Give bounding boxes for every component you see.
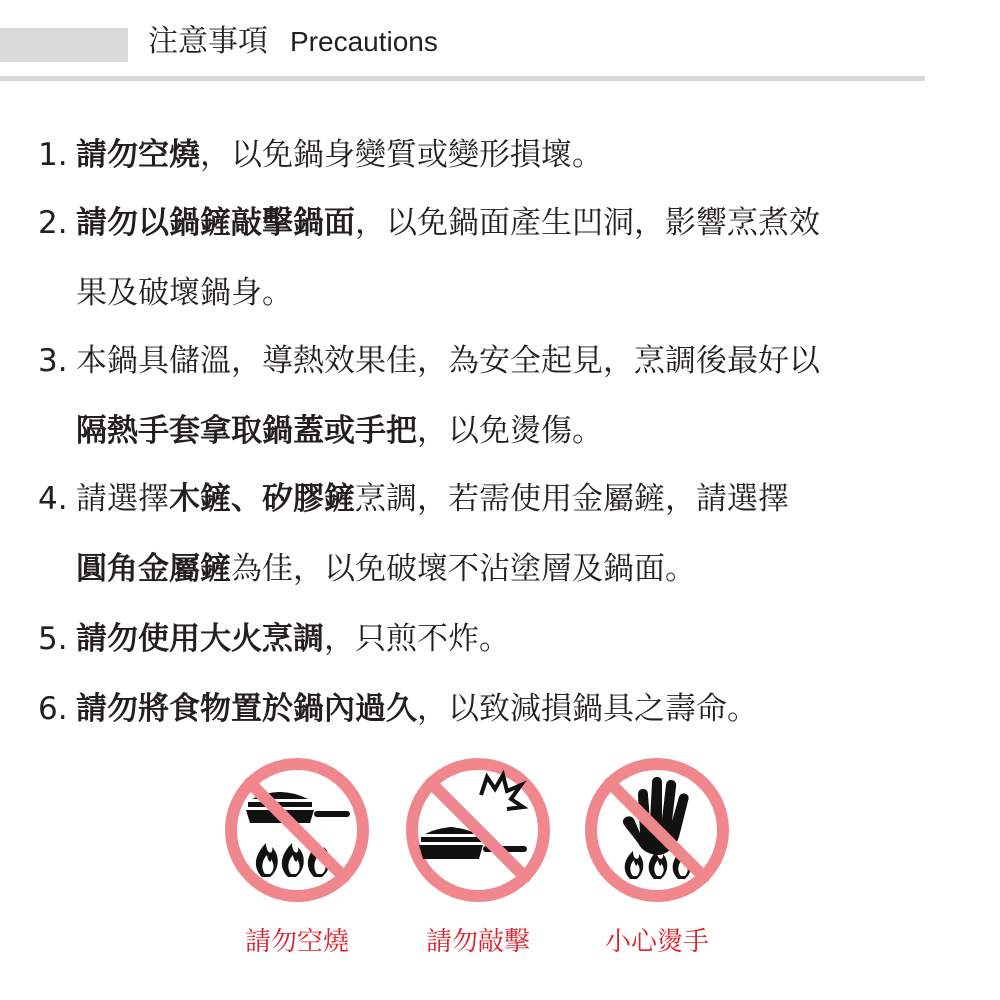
page-title — [148, 20, 438, 64]
no-striking-icon — [403, 755, 553, 905]
precaution-line — [38, 617, 510, 661]
precaution-line — [38, 339, 820, 383]
emphasis-text: 請勿使用大火烹調 — [76, 621, 324, 657]
precaution-text: 請選擇 — [76, 481, 169, 517]
emphasis-text: 木鏟、矽膠鏟 — [169, 481, 355, 517]
precaution-text: 烹調，若需使用金屬鏟，請選擇 — [355, 481, 789, 517]
title-zh: 注意事項 — [148, 24, 268, 59]
precaution-text: ，只煎不炸。 — [324, 621, 510, 657]
emphasis-text: 圓角金屬鏟 — [76, 551, 231, 587]
header-divider — [0, 76, 925, 81]
icon-group-empty-heating — [222, 755, 372, 957]
precaution-line — [38, 133, 603, 177]
precaution-number: 4. — [38, 481, 68, 517]
precaution-line — [38, 687, 758, 731]
emphasis-text: 請勿以鍋鏟敲擊鍋面 — [76, 205, 355, 241]
emphasis-text: 請勿將食物置於鍋內過久 — [76, 691, 417, 727]
header-accent-bar — [0, 28, 128, 62]
precaution-number: 6. — [38, 691, 68, 727]
precaution-text: 為佳，以免破壞不沾塗層及鍋面。 — [231, 551, 696, 587]
precaution-text: 本鍋具儲溫，導熱效果佳，為安全起見，烹調後最好以 — [76, 343, 820, 379]
precaution-text: 果及破壞鍋身。 — [76, 275, 293, 311]
icon-group-hot-hand — [582, 755, 732, 957]
hot-hand-icon — [582, 755, 732, 905]
precaution-text: ，以免燙傷。 — [417, 413, 603, 449]
precaution-number: 2. — [38, 205, 68, 241]
precaution-number: 1. — [38, 137, 68, 173]
icon-caption: 小心燙手 — [604, 927, 709, 957]
precaution-line — [38, 201, 820, 245]
warning-icons — [0, 755, 1000, 995]
emphasis-text: 隔熱手套拿取鍋蓋或手把 — [76, 413, 417, 449]
precaution-text: ，以免鍋面產生凹洞，影響烹煮效 — [355, 205, 820, 241]
precaution-number: 3. — [38, 343, 68, 379]
precaution-number: 5. — [38, 621, 68, 657]
precaution-text: ，以致減損鍋具之壽命。 — [417, 691, 758, 727]
no-empty-heating-icon — [222, 755, 372, 905]
emphasis-text: 請勿空燒 — [76, 137, 200, 173]
icon-group-striking — [403, 755, 553, 957]
precaution-line — [38, 477, 789, 521]
precaution-line — [76, 271, 293, 315]
title-en: Precautions — [290, 26, 438, 57]
precaution-text: ，以免鍋身變質或變形損壞。 — [200, 137, 603, 173]
icon-caption: 請勿敲擊 — [425, 927, 530, 957]
precaution-line — [76, 547, 696, 591]
icon-caption: 請勿空燒 — [244, 927, 349, 957]
precaution-line — [76, 409, 603, 453]
